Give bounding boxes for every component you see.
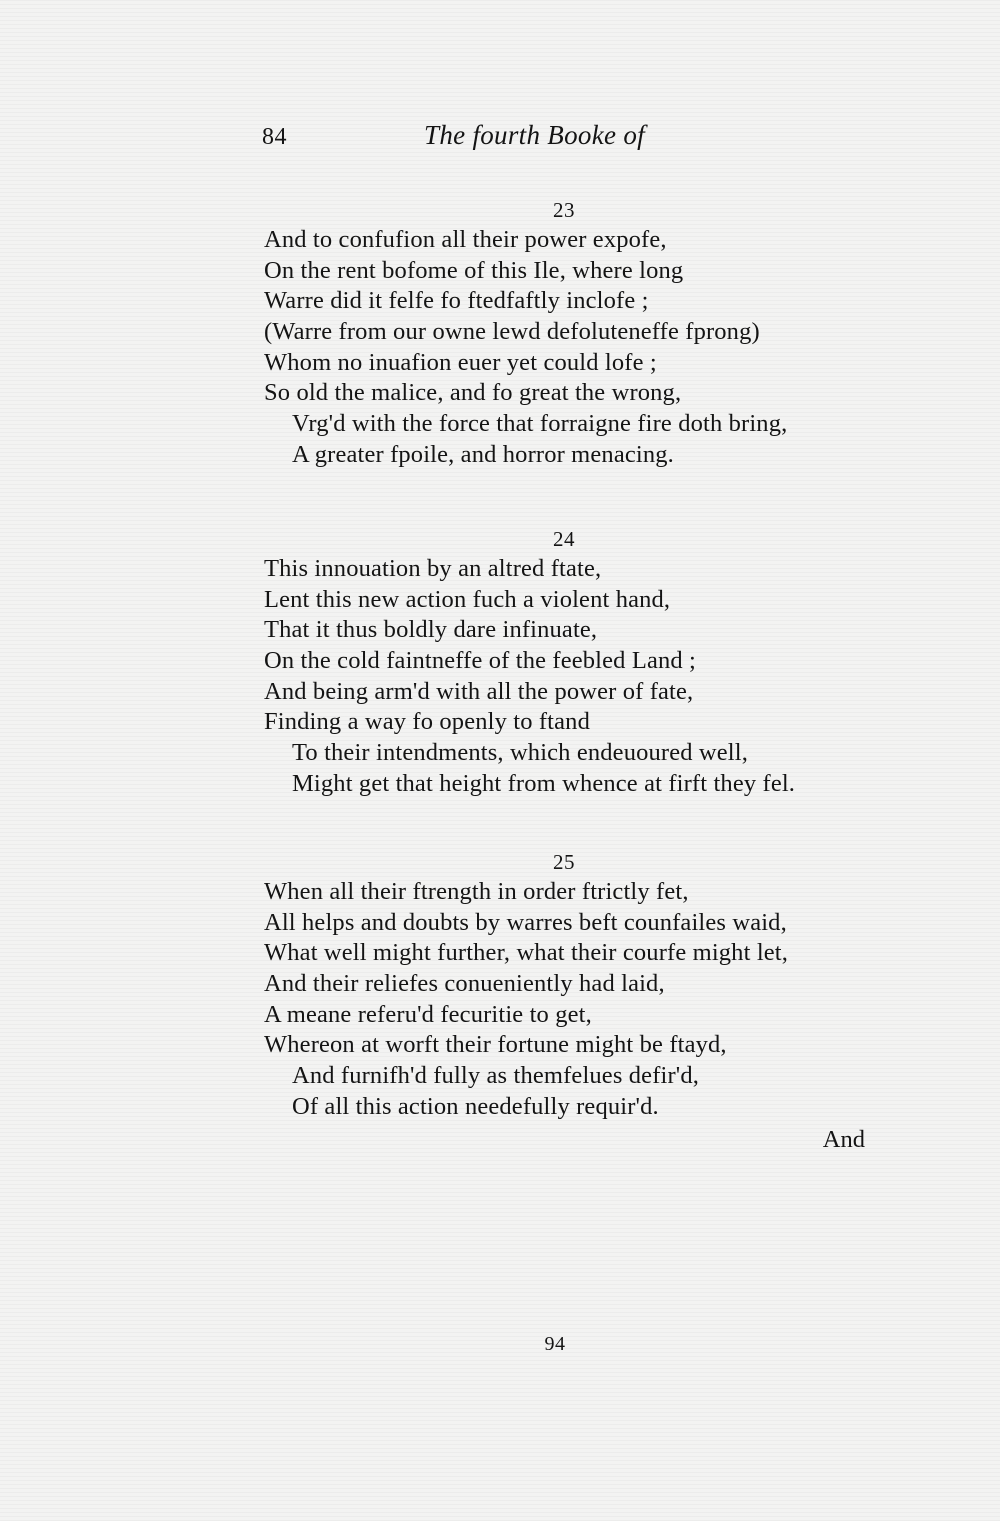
printer-signature: 94 [544,1333,566,1355]
verse-line-indented: To their intendments, which endeuoured well, [292,739,748,767]
verse-line: Whereon at worft their fortune might be ftayd, [264,1031,727,1059]
verse-line-indented: Of all this action needefully requir'd. [292,1092,659,1120]
verse-line: Lent this new action fuch a violent hand, [264,585,671,613]
verse-line-indented: Might get that height from whence at firft they fel. [292,769,796,797]
verse-line: And to confufion all their power expofe, [264,226,667,253]
verse-line: Warre did it felfe fo ftedfaftly inclofe ; [264,287,649,315]
page-number: 84 [262,124,287,150]
page-header [262,120,692,160]
verse-line-indented: Vrg'd with the force that forraigne fire doth bring, [292,410,788,438]
verse-line: On the rent bofome of this Ile, where long [264,256,684,284]
verse-line: What well might further, what their courfe might let, [264,939,789,967]
verse-line: A meane referu'd fecuritie to get, [264,1000,592,1028]
verse-line: Whom no inuafion euer yet could lofe ; [264,348,657,376]
stanza-24 [264,524,884,800]
running-head: The fourth Booke of [424,120,645,150]
verse-line: On the cold faintneffe of the feebled Land ; [264,647,697,675]
stanza-number: 23 [553,198,575,222]
verse-line: So old the malice, and fo great the wrong, [264,379,682,407]
catchword: And [822,1126,865,1153]
verse-line-indented: And furnifh'd fully as themfelues defir'd, [292,1062,700,1090]
verse-line: And being arm'd with all the power of fate, [264,677,694,705]
verse-line: Finding a way fo openly to ftand [264,708,590,736]
stanza-number: 25 [553,850,575,874]
stanza-number: 24 [553,527,575,551]
verse-line-indented: A greater fpoile, and horror menacing. [292,440,674,468]
verse-line: This innouation by an altred ftate, [264,555,602,582]
verse-line: And their reliefes conueniently had laid, [264,970,665,998]
verse-line: All helps and doubts by warres beft counfailes waid, [264,908,787,936]
verse-line: (Warre from our owne lewd defoluteneffe fprong) [264,318,760,346]
stanza-23 [264,195,884,471]
verse-line: That it thus boldly dare infinuate, [264,616,598,644]
stanza-25 [264,847,884,1123]
verse-line: When all their ftrength in order ftrictly fet, [264,878,689,905]
